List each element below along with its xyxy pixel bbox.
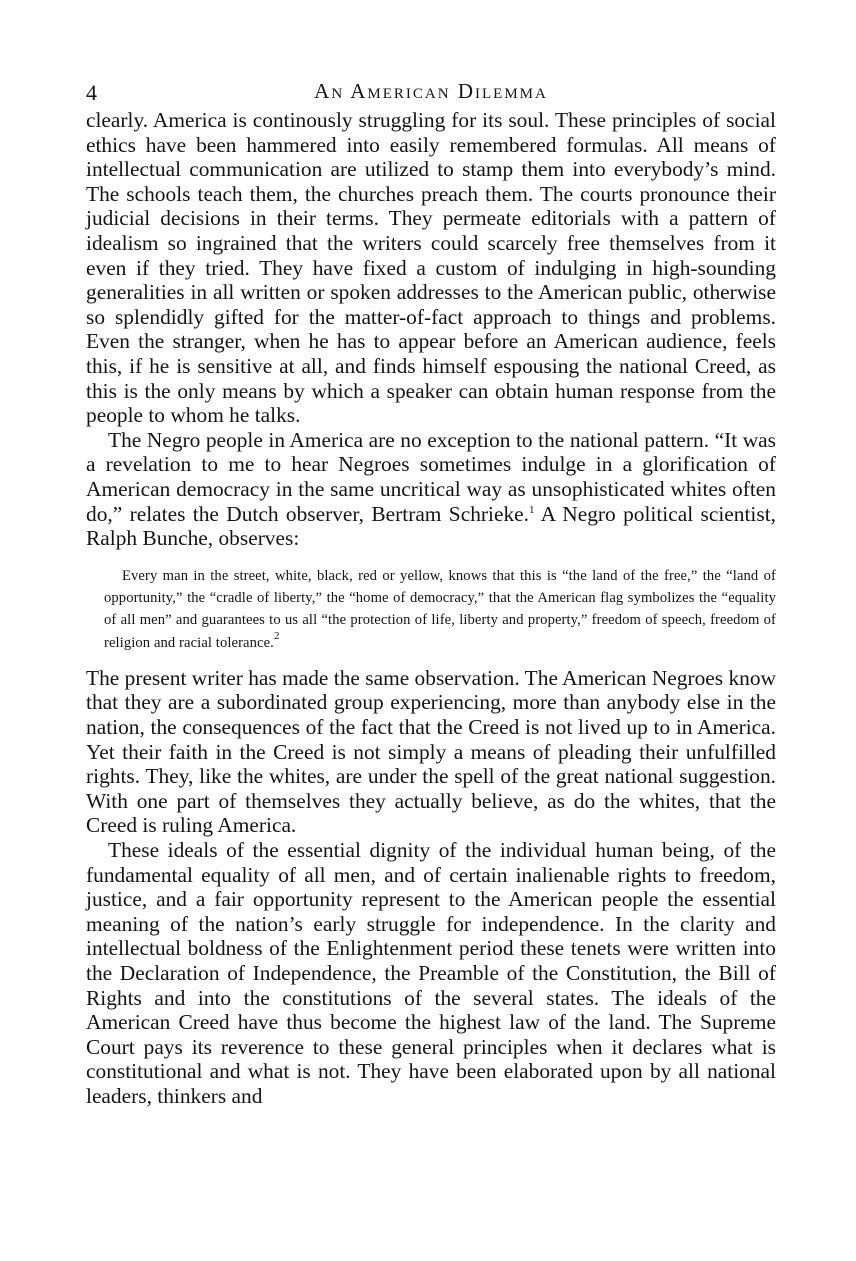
page-number: 4 — [86, 80, 97, 105]
quote-text: Every man in the street, white, black, red or yellow, knows that this is “the land of the free,” the “land of opportunity,” the “cradle of liberty,” the “home of democracy,” that the American flag symbolizes the “equality of all men” and guarantees to us all “the protection of life, liberty and property,” freedom of speech, freedom of religion and racial tolerance. — [104, 567, 776, 651]
paragraph-observation: The present writer has made the same observation. The American Negroes know that they are a subordinated group experiencing, more than anybody else in the nation, the consequences of the fact that the Creed is not lived up to in America. Yet their faith in the Creed is not simply a means of pleading their unfulfilled rights. They, like the whites, are under the spell of the great national suggestion. With one part of themselves they actually believe, as do the whites, that the Creed is ruling America. — [86, 665, 776, 838]
footnote-marker: 1 — [528, 503, 535, 516]
paragraph-continuation: clearly. America is continously struggling for its soul. These principles of social ethics have been hammered into easily remembered formulas. All means of intellectual communication are utilized to stamp them into everybody’s mind. The schools teach them, the churches preach them. The courts pronounce their judicial decisions in their terms. They permeate editorials with a pattern of idealism so ingrained that the writers could scarcely free themselves from it even if they tried. They have fixed a custom of indulging in high-sounding generalities in all written or spoken addresses to the American public, otherwise so splendidly gifted for the matter-of-fact approach to things and problems. Even the stranger, when he has to appear before an American audience, feels this, if he is sensitive at all, and finds himself espousing the national Creed, as this is the only means by which a speaker can obtain human response from the people to whom he talks. — [86, 108, 776, 428]
paragraph-text-tail: A Negro political scientist, Ralph Bunche, observes: — [86, 501, 776, 551]
book-page — [86, 74, 776, 1109]
paragraph-text: The Negro people in America are no exception to the national pattern. “It was a revelation to me to hear Negroes sometimes indulge in a glorification of American democracy in the same uncritical way as unsophisticated whites often do,” relates the Dutch observer, Bertram Schrieke. — [86, 427, 776, 526]
paragraph-ideals: These ideals of the essential dignity of the individual human being, of the fundamental equality of all men, and of certain inalienable rights to freedom, justice, and a fair opportunity represent to the American people the essential meaning of the nation’s early struggle for independence. In the clarity and intellectual boldness of the Enlightenment period these tenets were written into the Declaration of Independence, the Preamble of the Constitution, the Bill of Rights and into the constitutions of the several states. The ideals of the American Creed have thus become the highest law of the land. The Supreme Court pays its reverence to these general principles when it declares what is constitutional and what is not. They have been elaborated upon by all national leaders, thinkers and — [86, 838, 776, 1108]
book-title: An American Dilemma — [314, 79, 548, 103]
running-head — [86, 74, 776, 108]
paragraph-negro-people — [86, 428, 776, 551]
block-quote — [104, 565, 776, 654]
footnote-marker: 2 — [273, 629, 280, 642]
